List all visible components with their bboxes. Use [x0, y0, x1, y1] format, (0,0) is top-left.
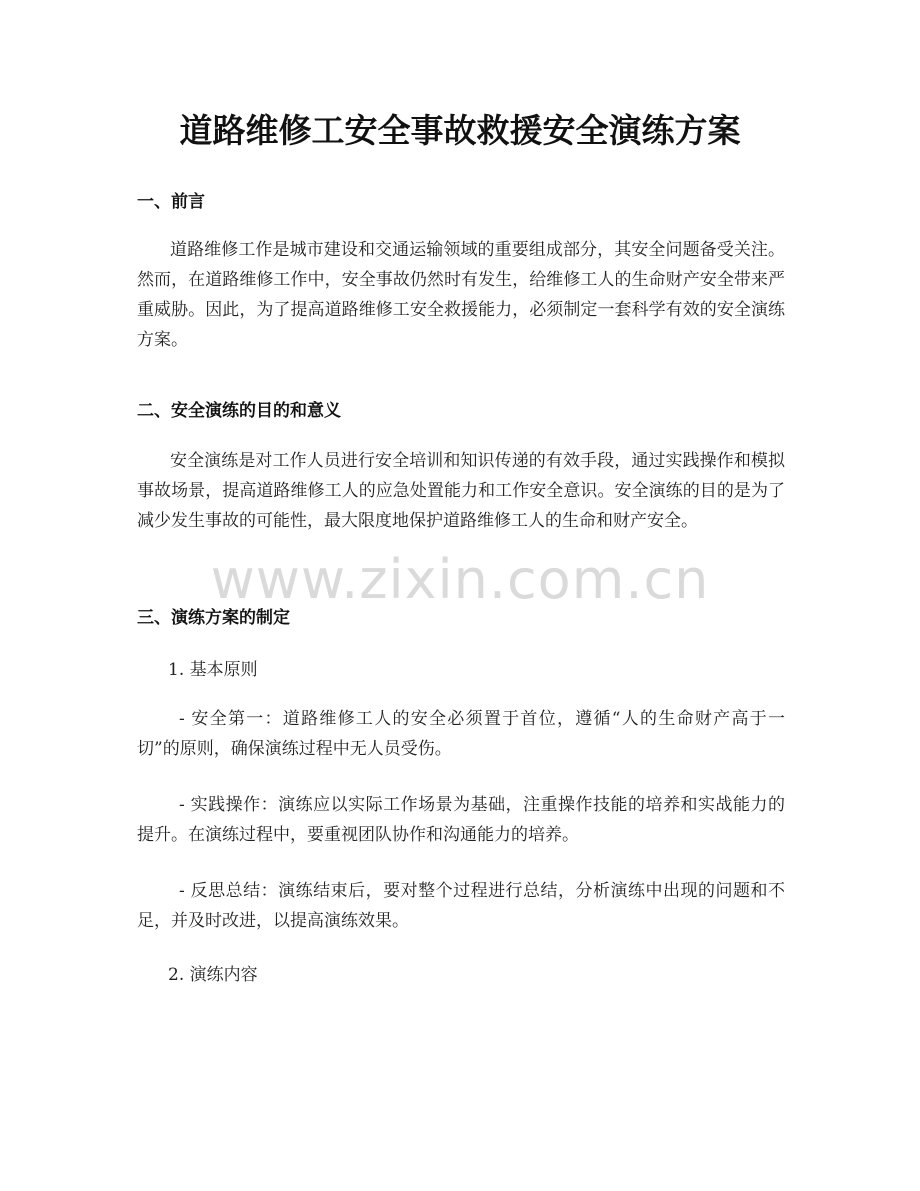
principle-safety-first: - 安全第一：道路维修工人的安全必须置于首位，遵循“人的生命财产高于一切”的原则，确保演练过程中无人员受伤。 [137, 709, 785, 759]
principle-review: - 反思总结：演练结束后，要对整个过程进行总结，分析演练中出现的问题和不足，并及时改进，以提高演练效果。 [137, 881, 785, 931]
principle-practice: - 实践操作：演练应以实际工作场景为基础，注重操作技能的培养和实战能力的提升。在演练过程中，要重视团队协作和沟通能力的培养。 [137, 795, 785, 845]
list-item-basic-principles: 1. 基本原则 [168, 660, 258, 680]
document-title: 道路维修工安全事故救援安全演练方案 [179, 111, 741, 150]
section-heading-plan: 三、演练方案的制定 [137, 608, 290, 628]
section-heading-purpose: 二、安全演练的目的和意义 [137, 401, 341, 421]
watermark: www.zixin.com.cn [210, 548, 710, 611]
preface-paragraph: 道路维修工作是城市建设和交通运输领域的重要组成部分，其安全问题备受关注。然而，在道路维修工作中，安全事故仍然时有发生，给维修工人的生命财产安全带来严重威胁。因此，为了提高道路维修工安全救援能力，必须制定一套科学有效的安全演练方案。 [137, 240, 785, 350]
list-item-drill-content: 2. 演练内容 [168, 965, 258, 985]
section-heading-preface: 一、前言 [137, 192, 205, 212]
purpose-paragraph: 安全演练是对工作人员进行安全培训和知识传递的有效手段，通过实践操作和模拟事故场景，提高道路维修工人的应急处置能力和工作安全意识。安全演练的目的是为了减少发生事故的可能性，最大限度地保护道路维修工人的生命和财产安全。 [137, 451, 785, 531]
